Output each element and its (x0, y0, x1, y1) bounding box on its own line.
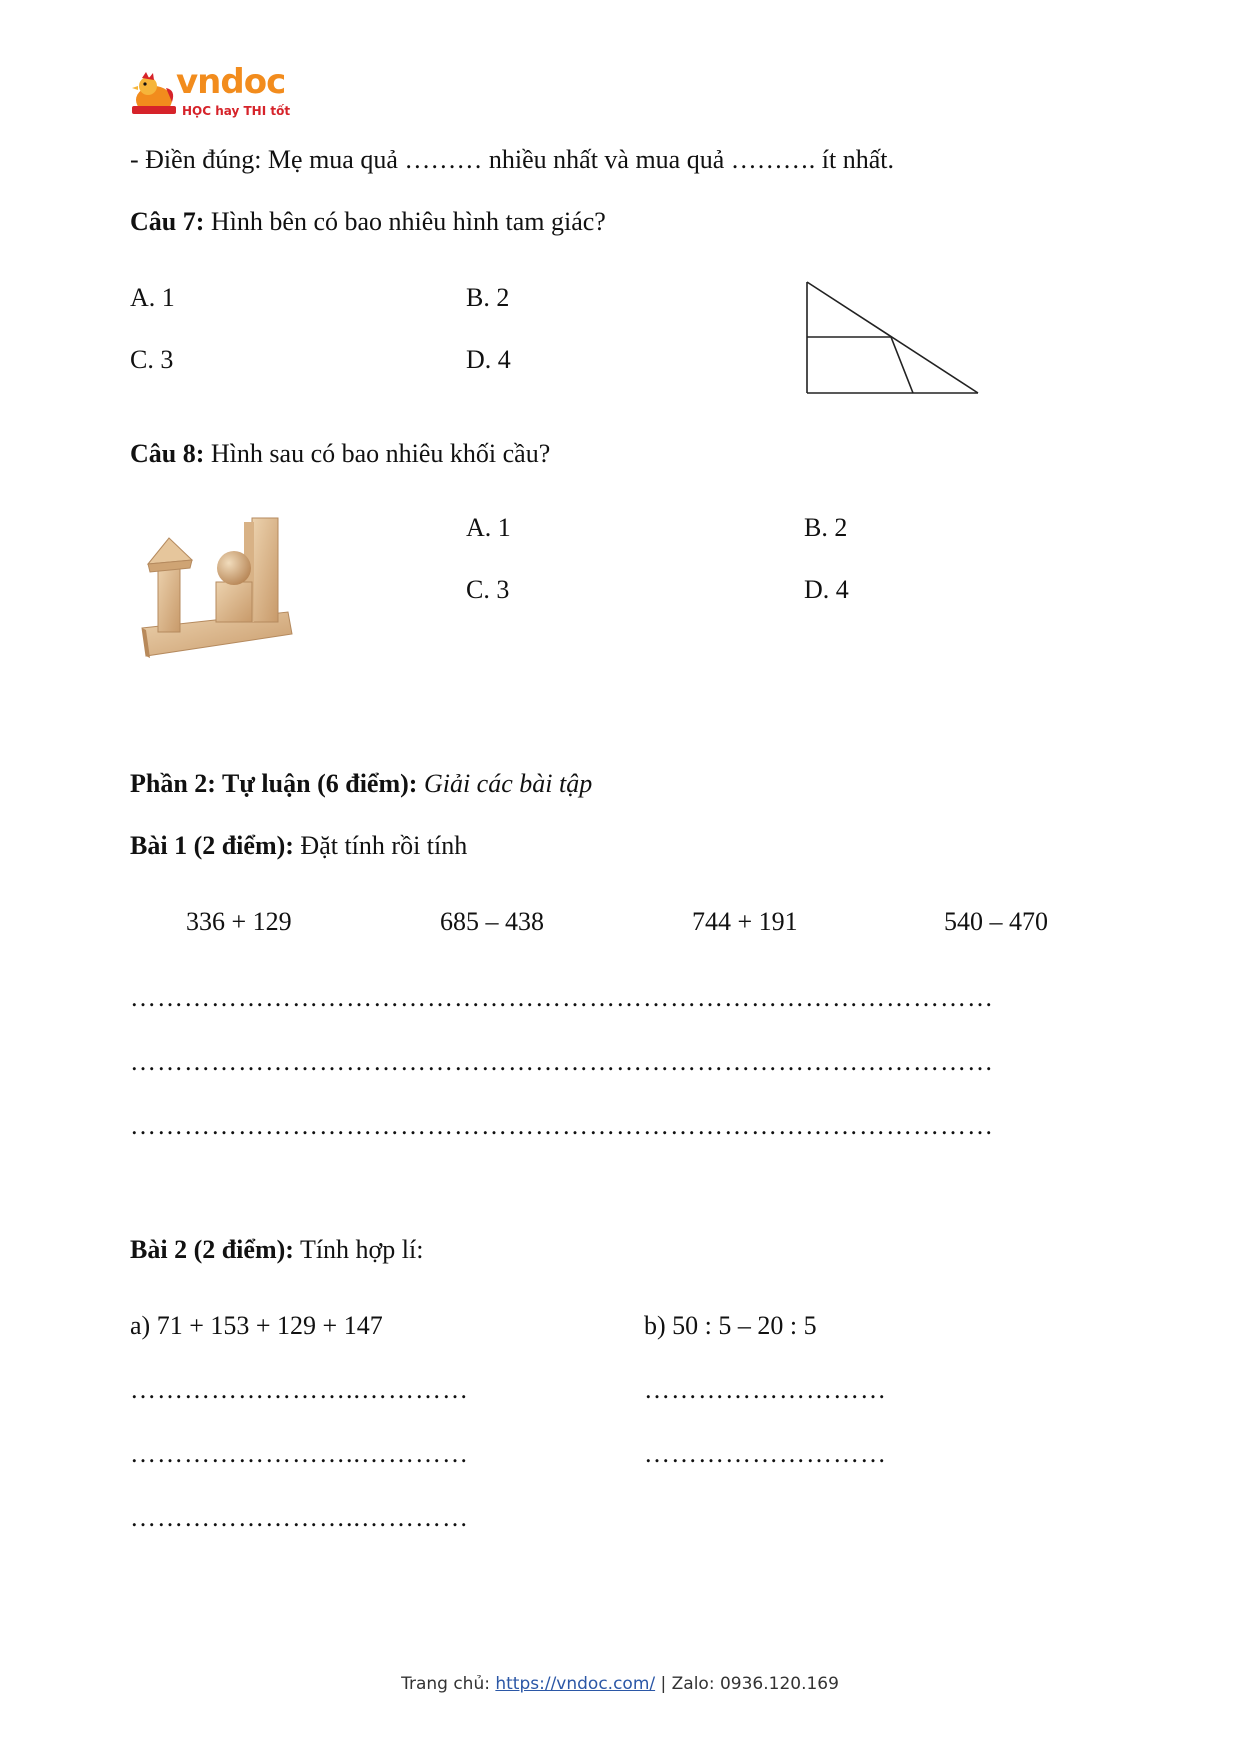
logo-wordmark: vndoc (176, 62, 286, 102)
part-2-subtitle: Giải các bài tập (423, 769, 593, 798)
question-8-label: Câu 8: (130, 439, 205, 468)
part-2-heading (130, 768, 592, 800)
exercise-2-label: Bài 2 (2 điểm): (130, 1235, 294, 1264)
footer-homepage-link[interactable]: https://vndoc.com/ (495, 1674, 656, 1694)
rooster-mascot-icon (130, 70, 178, 122)
answer-line-b: ……………………… (644, 1375, 887, 1404)
part-2-label: Phần 2: Tự luận (6 điểm): (130, 769, 418, 798)
question-7-label: Câu 7: (130, 207, 205, 236)
question-7 (130, 206, 606, 238)
question-7-text: Hình bên có bao nhiêu hình tam giác? (210, 207, 606, 236)
q7-option-b: B. 2 (466, 283, 510, 312)
exercise-1-text: Đặt tính rồi tính (300, 831, 468, 860)
answer-line: …………………………………………………………………………………… (130, 1047, 994, 1076)
q8-option-c: C. 3 (466, 575, 510, 604)
vndoc-logo (130, 62, 300, 126)
exercise-1-expr-1: 336 + 129 (186, 907, 292, 936)
footer-zalo: | Zalo: 0936.120.169 (660, 1674, 839, 1694)
triangle-figure (800, 275, 990, 400)
q7-option-a: A. 1 (130, 283, 175, 312)
exercise-2-part-b: b) 50 : 5 – 20 : 5 (644, 1311, 817, 1340)
exercise-1-expr-3: 744 + 191 (692, 907, 798, 936)
q7-option-d: D. 4 (466, 345, 511, 374)
q7-option-c: C. 3 (130, 345, 174, 374)
exercise-2-heading (130, 1234, 423, 1266)
question-8-text: Hình sau có bao nhiêu khối cầu? (210, 439, 551, 468)
answer-line: …………………………………………………………………………………… (130, 983, 994, 1012)
answer-line-a: ……………………..………… (130, 1375, 469, 1404)
exercise-1-expr-2: 685 – 438 (440, 907, 544, 936)
answer-line-a: ……………………..………… (130, 1439, 469, 1468)
wooden-blocks-image (138, 510, 298, 666)
answer-line: …………………………………………………………………………………… (130, 1111, 994, 1140)
page-footer (0, 1674, 1240, 1694)
fill-in-sentence (130, 144, 894, 176)
exercise-2-text: Tính hợp lí: (299, 1235, 424, 1264)
fill-middle: nhiều nhất và mua quả (488, 145, 725, 174)
exercise-2-part-a: a) 71 + 153 + 129 + 147 (130, 1311, 383, 1340)
exercise-1-expr-4: 540 – 470 (944, 907, 1048, 936)
fill-blank-2: ………. (730, 145, 816, 174)
fill-suffix: ít nhất. (821, 145, 894, 174)
q8-option-a: A. 1 (466, 513, 511, 542)
q8-option-d: D. 4 (804, 575, 849, 604)
question-8 (130, 438, 550, 470)
fill-prefix: - Điền đúng: Mẹ mua quả (130, 145, 398, 174)
footer-prefix: Trang chủ: (401, 1674, 490, 1694)
q8-option-b: B. 2 (804, 513, 848, 542)
exercise-1-heading (130, 830, 467, 862)
exercise-1-label: Bài 1 (2 điểm): (130, 831, 294, 860)
answer-line-a: ……………………..………… (130, 1503, 469, 1532)
fill-blank-1: ……… (404, 145, 483, 174)
logo-tagline: HỌC hay THI tốt (182, 104, 291, 118)
answer-line-b: ……………………… (644, 1439, 887, 1468)
